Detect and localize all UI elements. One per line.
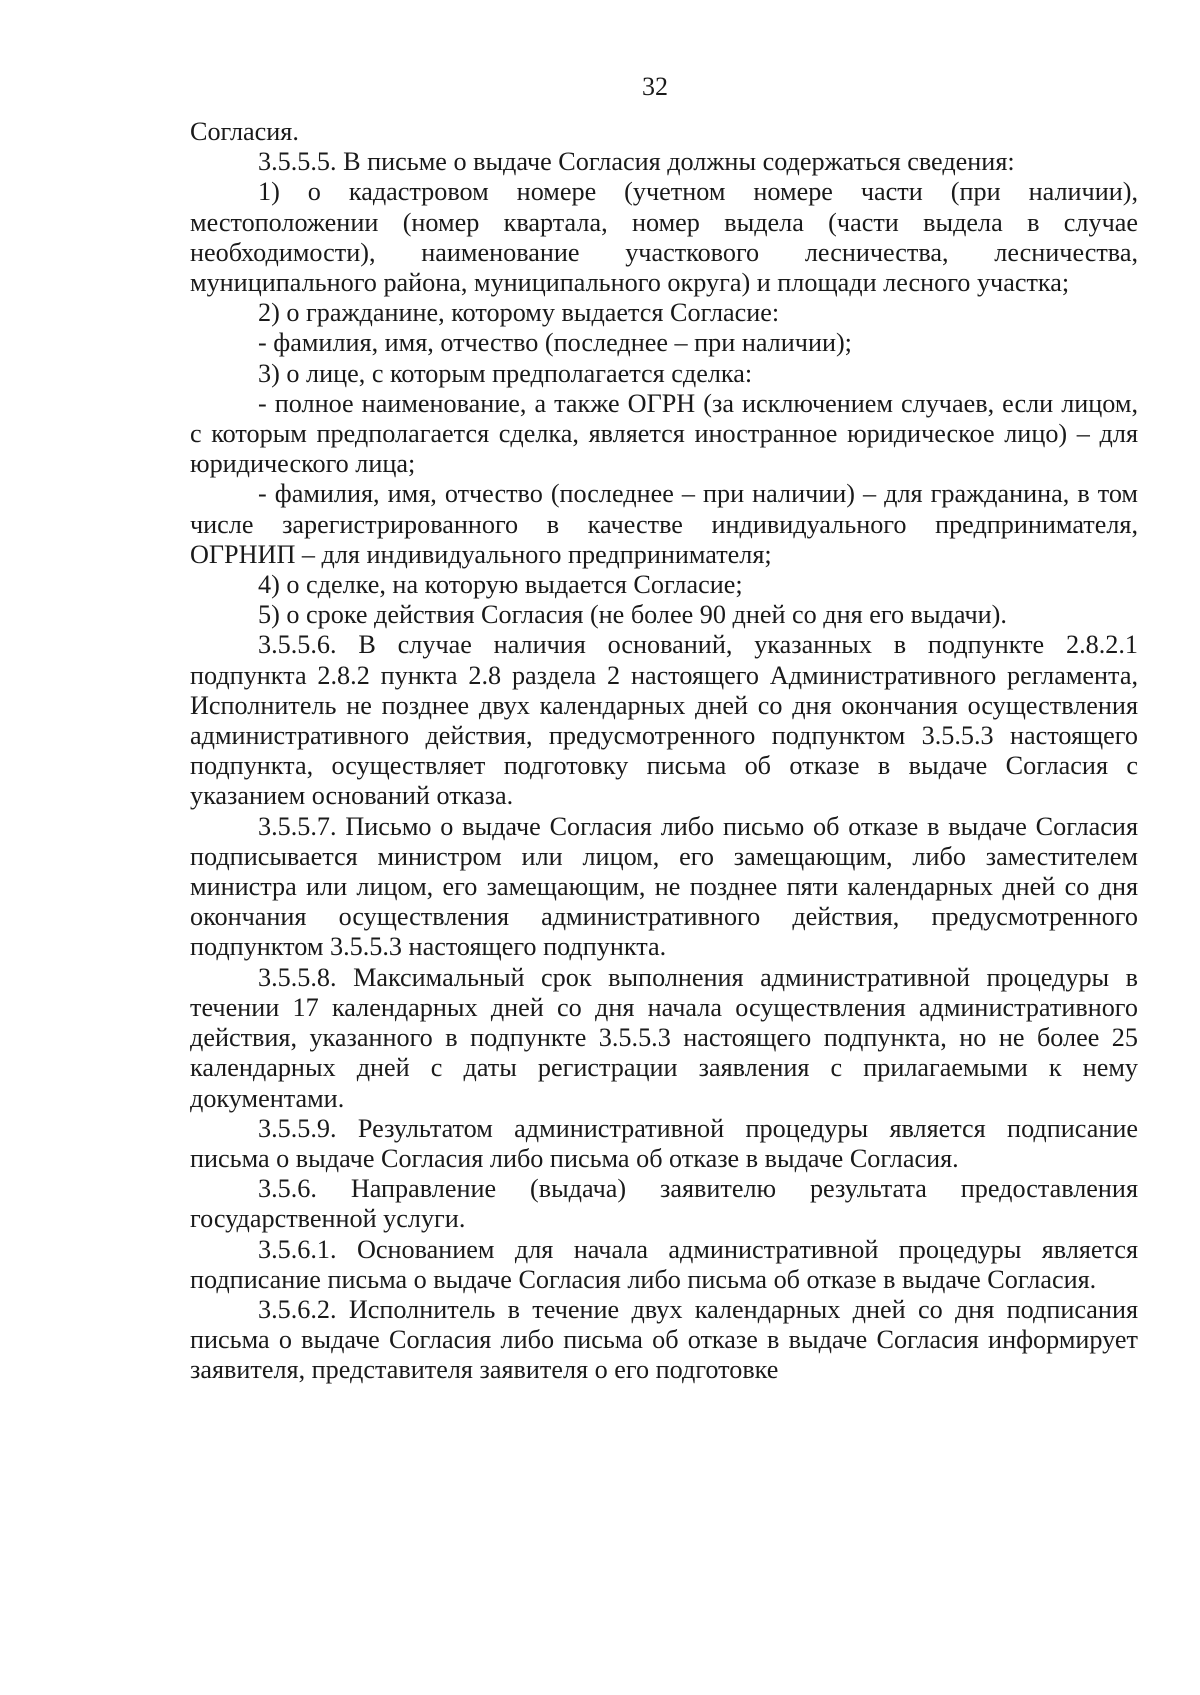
paragraph: 3.5.6.2. Исполнитель в течение двух календарных дней со дня подписания письма о выдаче Согласия либо письма об отказе в выдаче Согласия информирует заявителя, представителя заявителя о его подготовке: [190, 1294, 1138, 1385]
paragraph: 3.5.5.8. Максимальный срок выполнения административной процедуры в течении 17 календарных дней со дня начала осуществления административного действия, указанного в подпункте 3.5.5.3 настоящего подпункта, но не более 25 календарных дней с даты регистрации заявления с прилагаемыми к нему документами.: [190, 962, 1138, 1113]
page-number: 32: [642, 72, 668, 101]
paragraph: 3.5.5.5. В письме о выдаче Согласия должны содержаться сведения:: [258, 147, 1015, 177]
paragraph: - полное наименование, а также ОГРН (за исключением случаев, если лицом, с которым предполагается сделка, является иностранное юридическое лицо) – для юридического лица;: [190, 388, 1138, 479]
paragraph: - фамилия, имя, отчество (последнее – при наличии) – для гражданина, в том числе зарегистрированного в качестве индивидуального предпринимателя, ОГРНИП – для индивидуального предпринимателя;: [190, 479, 1138, 569]
paragraph: 1) о кадастровом номере (учетном номере части (при наличии), местоположении (номер квартала, номер выдела (части выдела в случае необходимости), наименование участкового лесничества, лесничества, муниципального района, муниципального округа) и площади лесного участка;: [190, 177, 1138, 298]
paragraph: 3.5.6.1. Основанием для начала административной процедуры является подписание письма о выдаче Согласия либо письма об отказе в выдаче Согласия.: [190, 1234, 1138, 1294]
paragraph: 3.5.6. Направление (выдача) заявителю результата предоставления государственной услуги.: [190, 1174, 1138, 1234]
paragraph: 3.5.5.7. Письмо о выдаче Согласия либо письмо об отказе в выдаче Согласия подписывается министром или лицом, его замещающим, либо заместителем министра или лицом, его замещающим, не позднее пяти календарных дней со дня окончания осуществления административного действия, предусмотренного подпунктом 3.5.5.3 настоящего подпункта.: [190, 811, 1138, 962]
paragraph: 5) о сроке действия Согласия (не более 90 дней со дня его выдачи).: [258, 600, 1007, 630]
paragraph: 3) о лице, с которым предполагается сделка:: [258, 358, 753, 388]
document-body: [190, 117, 1138, 1386]
paragraph: 3.5.5.6. В случае наличия оснований, указанных в подпункте 2.8.2.1 подпункта 2.8.2 пункта 2.8 раздела 2 настоящего Административного регламента, Исполнитель не позднее двух календарных дней со дня окончания осуществления административного действия, предусмотренного подпунктом 3.5.5.3 настоящего подпункта, осуществляет подготовку письма об отказе в выдаче Согласия с указанием оснований отказа.: [190, 630, 1138, 811]
paragraph: 2) о гражданине, которому выдается Согласие:: [258, 298, 780, 328]
paragraph: Согласия.: [190, 117, 299, 146]
paragraph: - фамилия, имя, отчество (последнее – при наличии);: [258, 328, 852, 358]
paragraph: 4) о сделке, на которую выдается Согласие;: [258, 570, 743, 600]
paragraph: 3.5.5.9. Результатом административной процедуры является подписание письма о выдаче Согласия либо письма об отказе в выдаче Согласия.: [190, 1113, 1138, 1173]
